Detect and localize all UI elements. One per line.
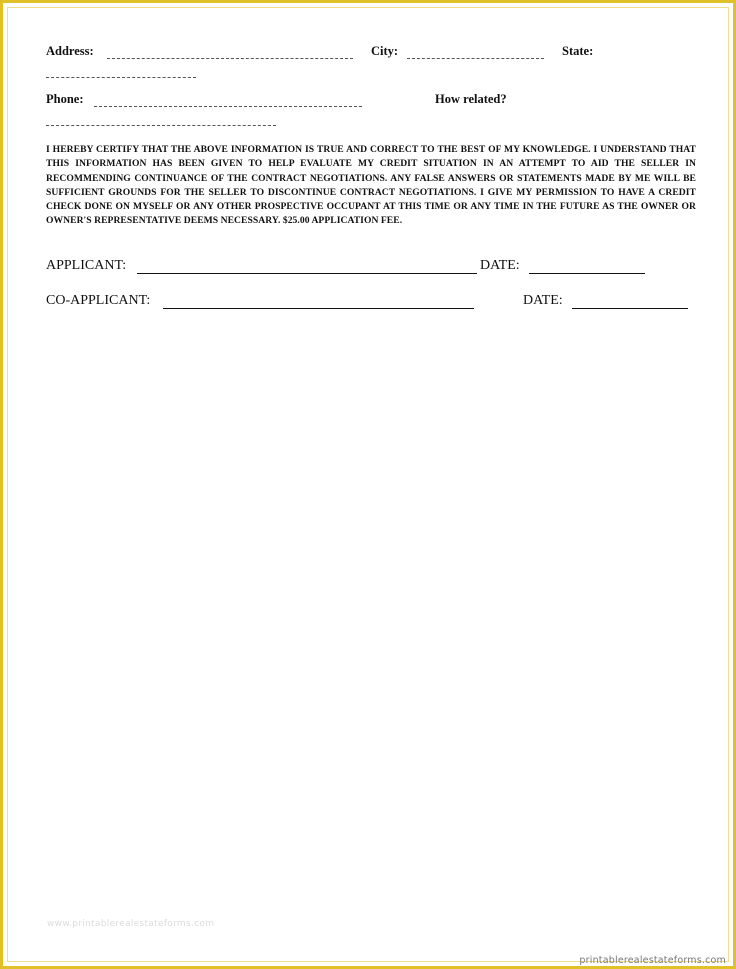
co-applicant-date-line[interactable]	[572, 308, 688, 309]
applicant-date-line[interactable]	[529, 273, 645, 274]
city-field[interactable]	[407, 46, 544, 59]
phone-label: Phone:	[46, 92, 84, 106]
certification-paragraph: I HEREBY CERTIFY THAT THE ABOVE INFORMATION IS TRUE AND CORRECT TO THE BEST OF MY KNOWLEDGE. I UNDERSTAND THAT THIS INFORMATION HAS BEEN GIVEN TO HELP EVALUATE MY CREDIT SITUATION IN AN ATTEMPT TO AID THE SELLER IN RECOMMENDING CONTINUANCE OF THE CONTRACT NEGOTIATIONS. ANY FALSE ANSWERS OR STATEMENTS MADE BY ME WILL BE SUFFICIENT GROUNDS FOR THE SELLER TO DISCONTINUE CONTRACT NEGOTIATIONS. I GIVE MY PERMISSION TO HAVE A CREDIT CHECK DONE ON MYSELF OR ANY OTHER PROSPECTIVE OCCUPANT AT THIS TIME OR ANY TIME IN THE FUTURE AS THE OWNER OR OWNER'S REPRESENTATIVE DEEMS NECESSARY. $25.00 APPLICATION FEE.	[46, 144, 696, 227]
state-field[interactable]	[46, 65, 196, 78]
how-related-label: How related?	[435, 92, 507, 106]
how-related-field[interactable]	[46, 113, 276, 126]
city-label: City:	[371, 44, 399, 58]
applicant-signature-line[interactable]	[137, 273, 477, 274]
state-label: State:	[562, 44, 594, 58]
applicant-date-label: DATE:	[480, 258, 520, 273]
phone-field[interactable]	[94, 94, 362, 107]
co-applicant-signature-line[interactable]	[163, 308, 474, 309]
watermark-text: www.printablerealestateforms.com	[47, 919, 215, 929]
address-field[interactable]	[107, 46, 353, 59]
footer-site-url[interactable]: printablerealestateforms.com	[579, 955, 726, 966]
co-applicant-label: CO-APPLICANT:	[46, 293, 151, 308]
address-label: Address:	[46, 44, 94, 58]
applicant-label: APPLICANT:	[46, 258, 127, 273]
co-applicant-date-label: DATE:	[523, 293, 563, 308]
